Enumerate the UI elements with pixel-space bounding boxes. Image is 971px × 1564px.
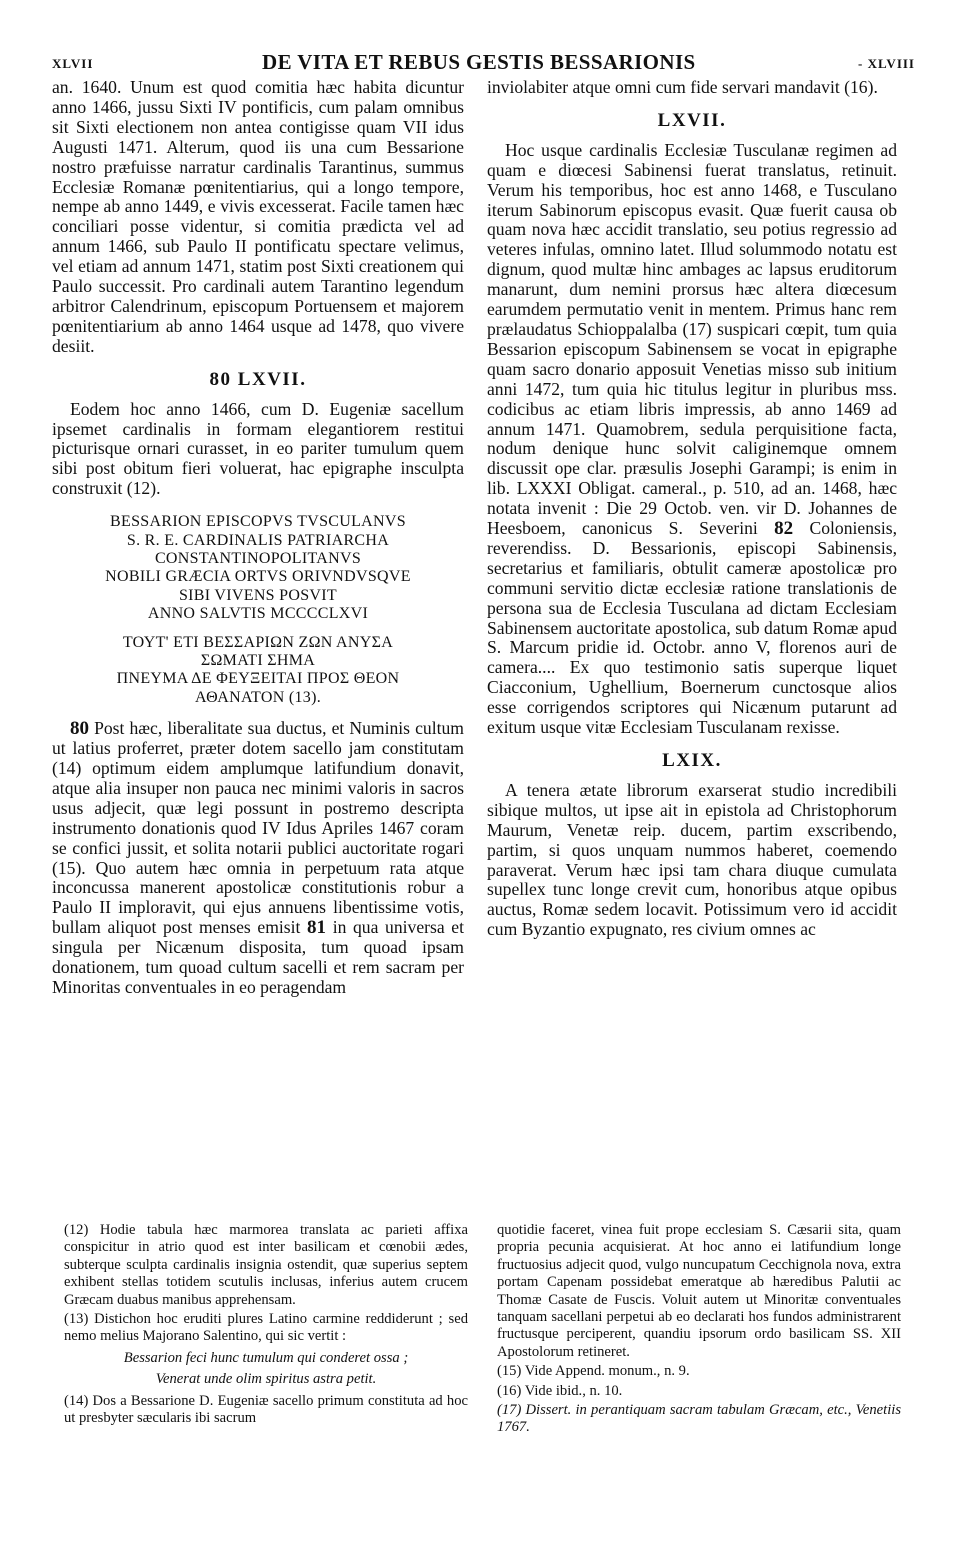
footnote-13: (13) Distichon hoc eruditi plures Latino carmine reddiderunt ; sed nemo melius Majorano Salentino, qui sic vertit : bbox=[64, 1311, 468, 1345]
margin-page-marker: 82 bbox=[774, 518, 794, 540]
epigraph-line: SIBI VIVENS POSVIT bbox=[178, 586, 337, 604]
paragraph: Eodem hoc anno 1466, cum D. Eugeniæ sacellum ipsemet cardinalis in formam elegantiorem restitui picturisque ornari curasset, in eo pariter tumulum quem sibi post obitum fieri voluerat, hac epigraphe insculpta construxit (12). bbox=[52, 398, 464, 499]
paragraph bbox=[52, 719, 464, 998]
epigraph-line: S. R. E. CARDINALIS PATRIARCHA bbox=[126, 531, 390, 549]
paragraph-text: Hoc usque cardinalis Ecclesiæ Tusculanæ regimen ad quam e diœcesi Sabinensi fuerat translatus, retinuit. Verum his temporibus, hoc est anno 1468, e Tusculano iterum Sabinorum episcopus evasit. Quæ fuerit causa ob quam nova hæc accidit translatio, seu potius regressio ad veteres infulas, omnino latet. Illud solummodo notatu est dignum, quod multæ hinc ambages ac lapsus eruditorum manarunt, dum nemini prorsus hæc altera diœcesum earumdem permutatio venit in mentem. Primus hanc rem prælaudatus Schioppalalba (17) suspicari cœpit, tum quia Bessarion episcopum Sabinensem se vocat in epigraphe quam sacro donario apposuit Venetias misso sub initium anni 1472, tum quia hic titulus legitur in pluribus mss. codicibus ac etiam libris impressis, ab anno 1469 ad annum 1471. Quamobrem, sedula perquisitione facta, nodum denique hunc solvit caliginemque omnem discussit ope clar. præsulis Josephi Garampi; is enim in lib. LXXXI Obligat. cameral., p. 510, ad an. 1468, hæc notata invenit : Die 29 Octob. ven. vir D. Johannes de Heesboem, canonicus S. Severini bbox=[487, 139, 897, 539]
greek-epigraph-line: ΑΘΑΝΑΤΟΝ (13). bbox=[194, 688, 322, 706]
footnote-verse: Bessarion feci hunc tumulum qui conderet ossa ; bbox=[123, 1349, 409, 1366]
footnote-17: (17) Dissert. in perantiquam sacram tabulam Græcam, etc., Venetiis 1767. bbox=[497, 1402, 901, 1436]
section-heading-lxix: LXIX. bbox=[662, 750, 722, 771]
footnote-verse: Venerat unde olim spiritus astra petit. bbox=[155, 1371, 377, 1388]
greek-epigraph-line: ΤΟΥΤ' ΕΤΙ ΒΕΣΣΑΡΙΩΝ ΖΩΝ ΑΝΥΣΑ bbox=[122, 633, 394, 651]
epigraph bbox=[52, 513, 464, 707]
paragraph-text: Coloniensis, reverendiss. D. Bessarionis, episcopi Sabinensis, secretarius et familiaris, obtulit cameræ apostolicæ pro communi servitio dictæ ecclesiæ ratione translationis de persona sua de Ecclesia Tusculana ad dictam Ecclesiam Sabinensem auctoritate apostolica, sub datum Romæ apud S. Marcum pridie id. Octobr. anno V, florenos auri de camera.... Ex quo testimonio satis superque liquet Ciacconium, Ughellium, Boernerum cunctosque alios esse corrigendos scriptores qui Nicænum putarunt ad exitum usque vitæ Ecclesiam Tusculanam rexisse. bbox=[487, 518, 897, 738]
section-number: LXVII. bbox=[237, 368, 307, 390]
section-heading-lxviii: LXVII. bbox=[657, 109, 727, 131]
right-column bbox=[487, 78, 897, 940]
paragraph bbox=[487, 141, 897, 738]
footnote-16: (16) Vide ibid., n. 10. bbox=[497, 1382, 623, 1399]
margin-page-marker: 81 bbox=[307, 917, 327, 939]
paragraph-text: Post hæc, liberalitate sua ductus, et Numinis cultum ut latius proferret, præter dotem sacello jam constitutam (14) optimum eidem amplumque latifundium donavit, atque alia insuper non pauca nec minimi valoris in sacros usus adjecit, quæ legi possunt in postremo descripta instrumento donationis quod IV Idus Apriles 1467 coram se confici jussit, et solita notarii publici auctoritate rogari (15). Quo autem hæc omnia in perpetuum rata atque inconcussa manerent apostolicæ constitutionis robur a Paulo II imploravit, qui ejus annuens libentissime votis, bullam aliquot post menses emisit bbox=[52, 718, 464, 938]
footnote-14-continued: quotidie faceret, vinea fuit prope ecclesiam S. Cæsarii sita, quam propria pecunia acquisierat. At hoc anno ei latifundium longe fructuosius adjecit quod, vulgo nuncupatum Cecchignola nova, extra portam Capenam possidebat emeratque ab hæredibus Palutii ac Thomæ Casate de Fuscis. Voluit autem ut Minoritæ conventuales tanquam sacellani perpetui ab eo declarati hos fundos administrarent fructusque perciperent, quandiu ipsorum ordo basilicam SS. XII Apostolorum retineret. bbox=[497, 1222, 901, 1360]
paragraph: A tenera ætate librorum exarserat studio incredibili sibique multos, ut ipse ait in epistola ad Christophorum Maurum, Venetæ reip. ducem, partim exscribendo, partim, si quos unquam nummos haberet, coemendo paraverat. Verum hæc ipsi tam chara diuque cumulata supellex tunc longe crevit cum, honoribus atque opibus auctus, Romæ sedem locavit. Potissimum vero id accidit cum Byzantio expugnato, res civium omnes ac bbox=[487, 779, 897, 940]
footnote-12: (12) Hodie tabula hæc marmorea translata ac parieti affixa conspicitur in atrio quod est inter basilicam et cœnobii ædes, subterque sculpta cardinalis insignia ostendit, quæ superius septem exhibent stellas totidem scutulis inclusas, inferius autem crucem Græcam duabus manibus apprehensam. bbox=[64, 1222, 468, 1308]
footnote-14: (14) Dos a Bessarione D. Eugeniæ sacello primum constituta ad hoc ut presbyter sæcularis ibi sacrum bbox=[64, 1392, 468, 1427]
footnotes-left bbox=[64, 1222, 468, 1429]
page-number-left: XLVII bbox=[52, 56, 94, 71]
left-column bbox=[52, 78, 464, 998]
running-header bbox=[52, 50, 915, 76]
footnotes-right bbox=[497, 1222, 901, 1439]
paragraph: inviolabiter atque omni cum fide servari mandavit (16). bbox=[487, 77, 878, 97]
greek-epigraph-line: ΠΝΕΥΜΑ ΔΕ ΦΕΥΞΕΙΤΑΙ ΠΡΟΣ ΘΕΟΝ bbox=[116, 670, 400, 688]
paragraph: an. 1640. Unum est quod comitia hæc habita dicuntur anno 1466, jussu Sixti IV pontificis, cum palam omnibus sit Sixti electionem non antea contigisse quam VII idus Augusti 1471. Alterum, quod iis una cum Bessarione nostro præfuisse narratur cardinalis Tarantinus, summus Ecclesiæ Romanæ pœnitentiarius, qui a longo tempore, nempe ab anno 1449, e vivis excesserat. Facile tamen hæc conciliari posse videntur, si comitia prædicta vel ad annum 1466, sub Paulo II pontificatu spectare velimus, vel etiam ad annum 1471, statim post Sixti creationem qui Paulo successit. Pro cardinali autem Tarantino legendum arbitror Calendrinum, episcopum Portuensem et majorem pœnitentiarium ab anno 1464 usque ad 1478, quo vivere desiit. bbox=[52, 77, 464, 356]
running-title: DE VITA ET REBUS GESTIS BESSARIONIS bbox=[262, 50, 696, 74]
paragraph-text: in qua universa et singula per Nicænum disposita, tum quoad ipsam donationem, tum quoad cultum sacelli et rem sacram per Minoritas conventuales in eo peragendam bbox=[52, 917, 464, 997]
greek-epigraph-line: ΣΩΜΑΤΙ ΣΗΜΑ bbox=[200, 651, 316, 669]
epigraph-line: BESSARION EPISCOPVS TVSCULANVS bbox=[110, 513, 406, 531]
footnote-15: (15) Vide Append. monum., n. 9. bbox=[497, 1363, 690, 1380]
epigraph-line: NOBILI GRÆCIA ORTVS ORIVNDVSQVE bbox=[105, 568, 411, 586]
epigraph-line: CONSTANTINOPOLITANVS bbox=[154, 549, 362, 567]
section-heading-lxvii bbox=[52, 370, 464, 390]
page-number-right: - XLVIII bbox=[857, 56, 915, 71]
margin-page-marker: 80 bbox=[70, 718, 89, 740]
margin-page-marker: 80 bbox=[209, 368, 232, 390]
epigraph-line: ANNO SALVTIS MCCCCLXVI bbox=[147, 605, 369, 623]
